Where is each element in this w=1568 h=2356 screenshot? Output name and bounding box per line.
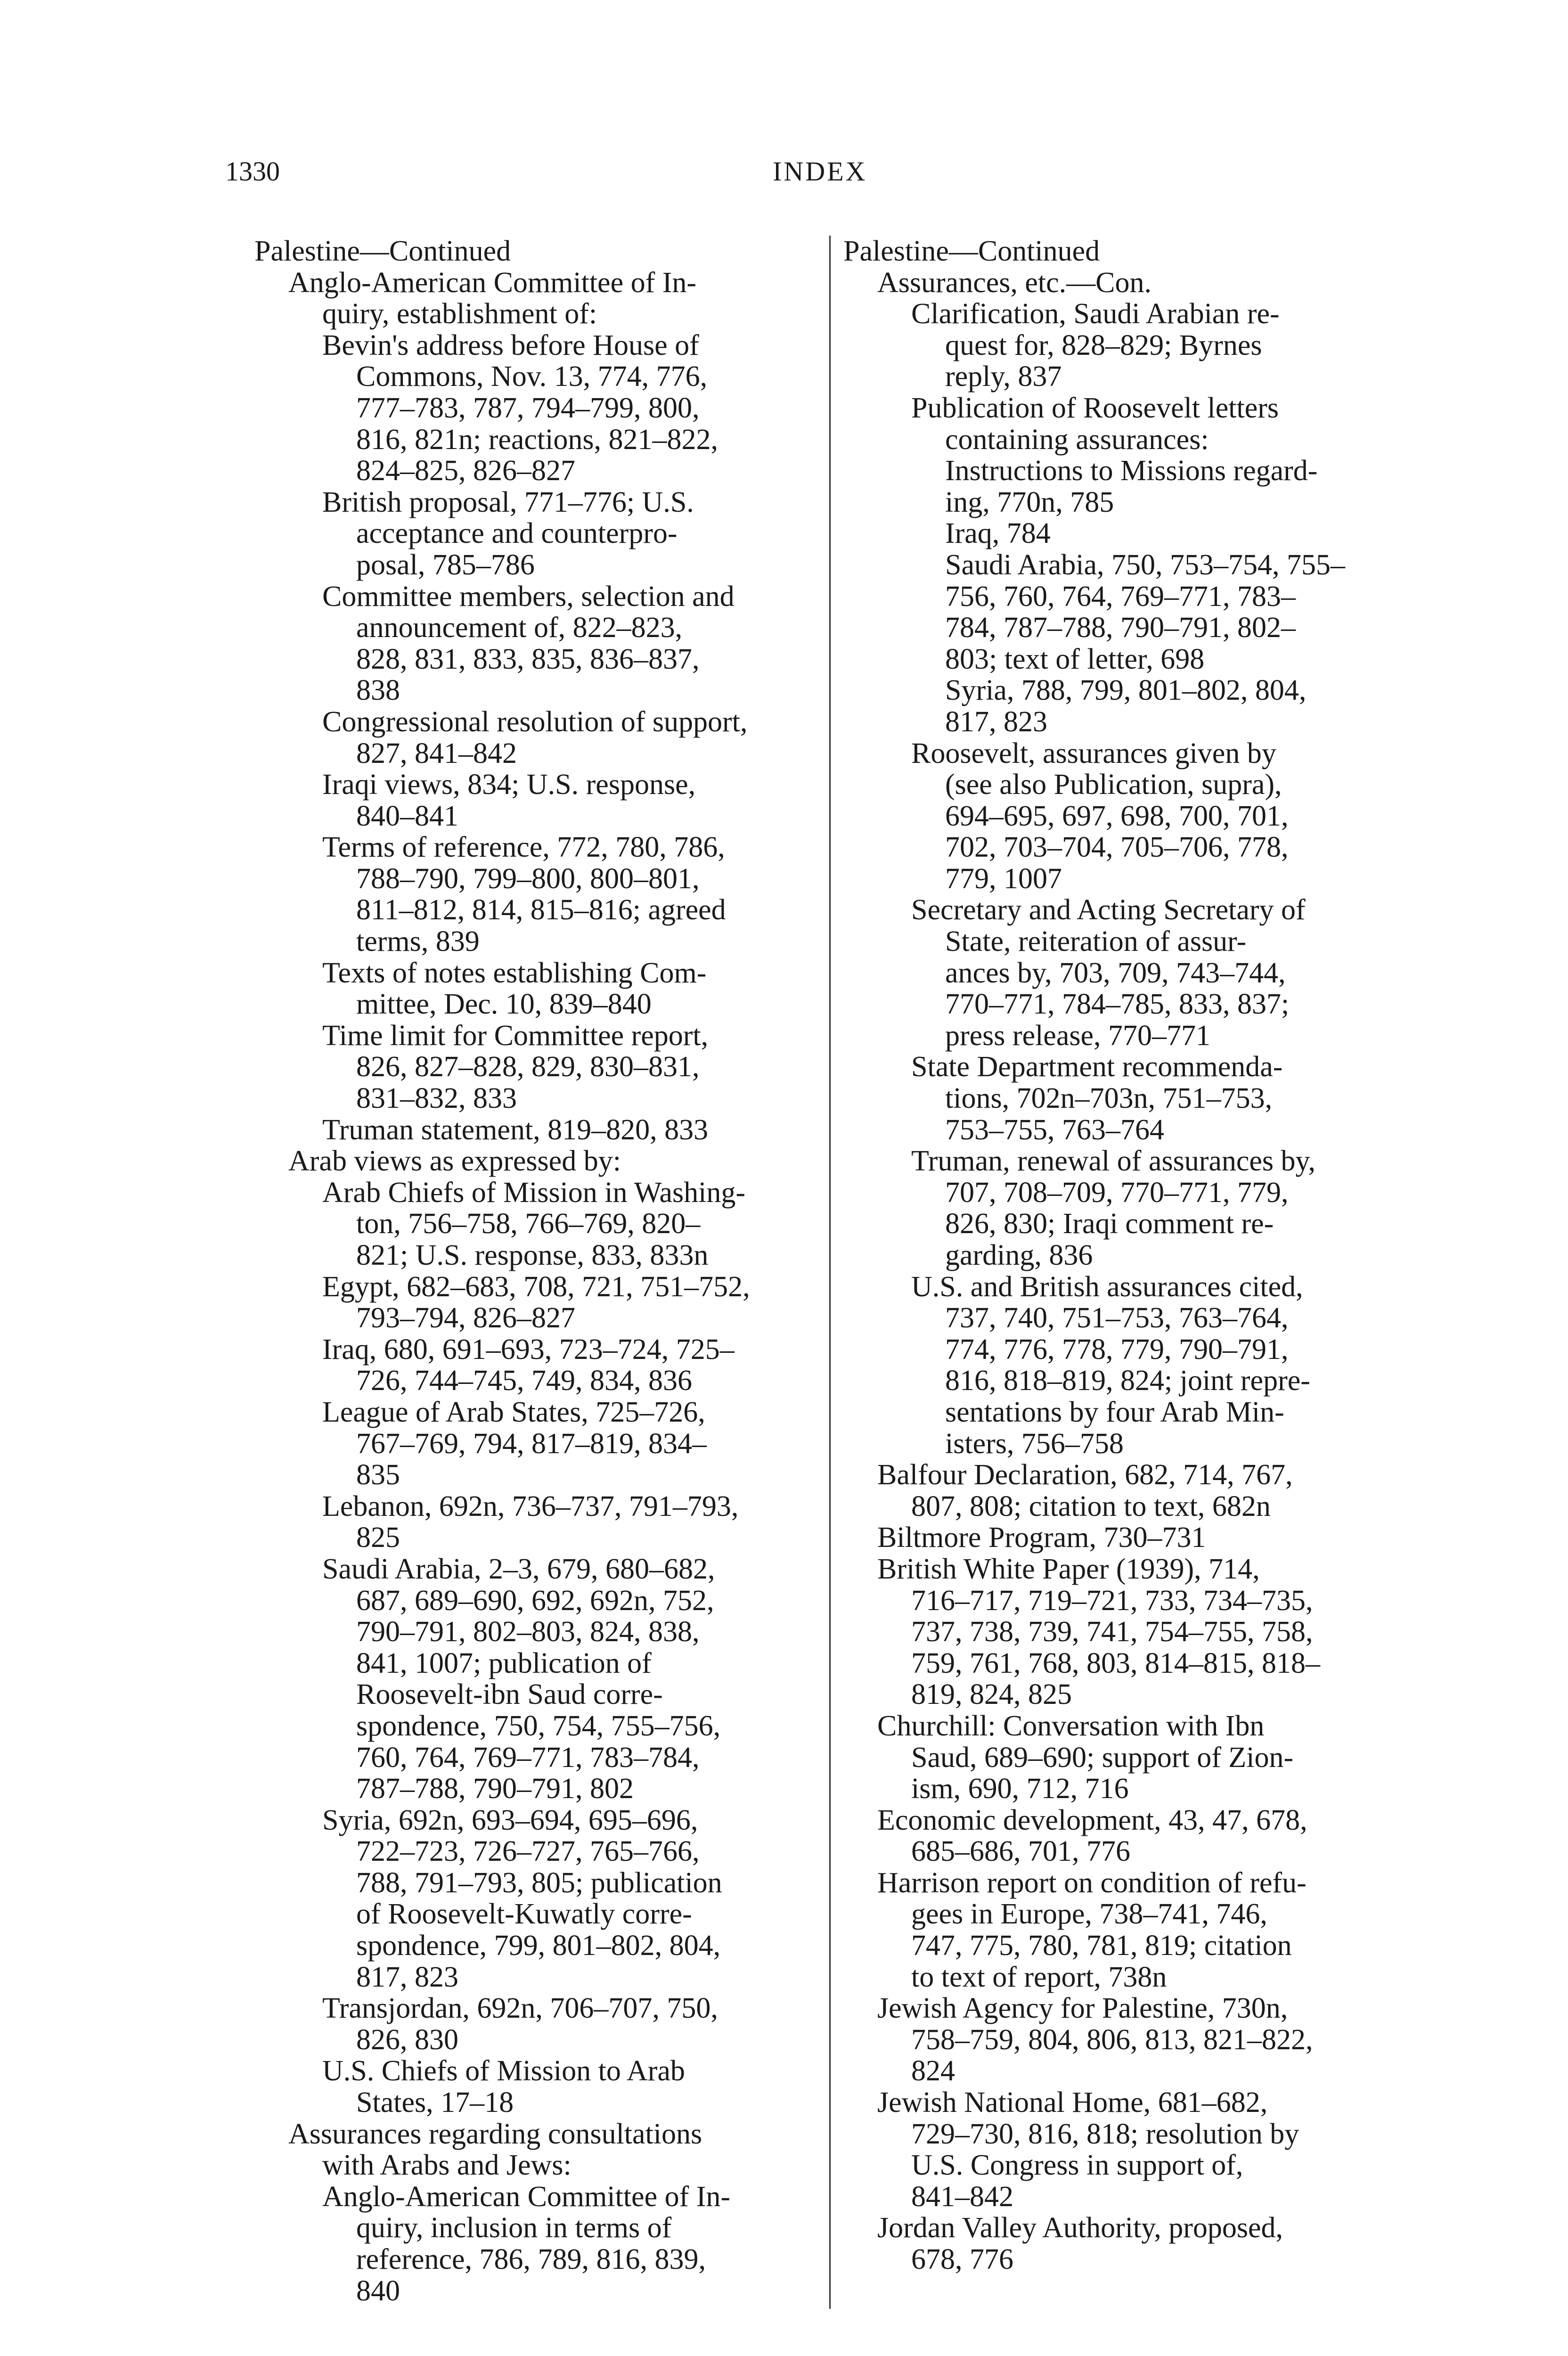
index-entry-line: 716–717, 719–721, 733, 734–735, (911, 1584, 1313, 1617)
index-entry-line: posal, 785–786 (356, 548, 535, 581)
index-entry-line: 760, 764, 769–771, 783–784, (356, 1741, 700, 1774)
index-entry-line: 819, 824, 825 (911, 1678, 1072, 1711)
index-entry-line: 793–794, 826–827 (356, 1302, 575, 1334)
index-entry-line: 816, 821n; reactions, 821–822, (356, 423, 719, 456)
index-entry-line: 826, 830 (356, 2023, 458, 2056)
index-entry-line: Transjordan, 692n, 706–707, 750, (322, 1992, 718, 2025)
index-entry-line: 767–769, 794, 817–819, 834– (356, 1427, 707, 1460)
index-entry-line: with Arabs and Jews: (322, 2149, 572, 2182)
index-entry-line: terms, 839 (356, 925, 480, 958)
index-entry-line: 753–755, 763–764 (945, 1113, 1164, 1146)
index-entry-line: 779, 1007 (945, 862, 1062, 895)
index-entry-line: Jordan Valley Authority, proposed, (877, 2212, 1283, 2244)
index-entry-line: 774, 776, 778, 779, 790–791, (945, 1333, 1289, 1366)
index-entry-line: Texts of notes establishing Com- (322, 957, 707, 989)
index-entry-line: ances by, 703, 709, 743–744, (945, 957, 1286, 989)
index-entry-line: 807, 808; citation to text, 682n (911, 1490, 1271, 1522)
index-entry-line: 729–730, 816, 818; resolution by (911, 2118, 1299, 2150)
index-entry-line: Truman statement, 819–820, 833 (322, 1113, 709, 1146)
index-entry-line: 788–790, 799–800, 800–801, (356, 862, 700, 895)
index-entry-line: Anglo-American Committee of In- (288, 266, 697, 299)
index-entry-line: Biltmore Program, 730–731 (877, 1522, 1206, 1554)
index-entry-line: containing assurances: (945, 423, 1209, 456)
index-entry-line: Terms of reference, 772, 780, 786, (322, 831, 725, 864)
index-entry-line: 790–791, 802–803, 824, 838, (356, 1616, 700, 1648)
index-entry-line: tions, 702n–703n, 751–753, (945, 1082, 1273, 1115)
index-entry-line: Assurances, etc.—Con. (877, 266, 1152, 299)
index-entry-line: Syria, 692n, 693–694, 695–696, (322, 1804, 698, 1836)
index-entry-line: League of Arab States, 725–726, (322, 1396, 705, 1428)
index-entry-line: (see also Publication, supra), (945, 769, 1282, 801)
index-entry-line: 817, 823 (945, 705, 1047, 738)
index-entry-line: Syria, 788, 799, 801–802, 804, (945, 674, 1307, 707)
index-entry-line: 759, 761, 768, 803, 814–815, 818– (911, 1647, 1320, 1679)
index-entry-line: 827, 841–842 (356, 737, 517, 769)
index-entry-line: U.S. and British assurances cited, (911, 1270, 1303, 1303)
index-entry-line: isters, 756–758 (945, 1427, 1124, 1460)
index-entry-line: reply, 837 (945, 360, 1062, 393)
index-entry-line: Economic development, 43, 47, 678, (877, 1804, 1307, 1836)
index-entry-line: acceptance and counterpro- (356, 517, 678, 550)
index-entry-line: to text of report, 738n (911, 1961, 1167, 1993)
index-entry-line: British White Paper (1939), 714, (877, 1553, 1260, 1585)
index-entry-line: 816, 818–819, 824; joint repre- (945, 1365, 1310, 1397)
index-entry-line: 726, 744–745, 749, 834, 836 (356, 1365, 692, 1397)
index-entry-line: ton, 756–758, 766–769, 820– (356, 1208, 701, 1240)
index-entry-line: 840 (356, 2274, 400, 2307)
index-entry-line: 825 (356, 1522, 400, 1554)
index-entry-line: Time limit for Committee report, (322, 1019, 709, 1052)
index-entry-line: Publication of Roosevelt letters (911, 392, 1279, 424)
index-entry-line: 784, 787–788, 790–791, 802– (945, 612, 1296, 644)
index-entry-line: 737, 738, 739, 741, 754–755, 758, (911, 1616, 1313, 1648)
index-entry-line: reference, 786, 789, 816, 839, (356, 2243, 706, 2275)
index-entry-line: Iraqi views, 834; U.S. response, (322, 769, 696, 801)
index-entry-line: Harrison report on condition of refu- (877, 1866, 1307, 1899)
index-entry-line: Arab views as expressed by: (288, 1145, 621, 1178)
index-entry-line: 756, 760, 764, 769–771, 783– (945, 580, 1296, 613)
index-entry-line: press release, 770–771 (945, 1019, 1210, 1052)
index-entry-line: 840–841 (356, 800, 458, 832)
index-entry-line: 828, 831, 833, 835, 836–837, (356, 643, 700, 675)
index-entry-line: spondence, 750, 754, 755–756, (356, 1710, 721, 1742)
index-entry-line: quiry, inclusion in terms of (356, 2212, 672, 2244)
index-entry-line: Secretary and Acting Secretary of (911, 894, 1306, 926)
index-entry-line: Commons, Nov. 13, 774, 776, (356, 360, 708, 393)
index-entry-line: 817, 823 (356, 1961, 458, 1993)
index-entry-line: 811–812, 814, 815–816; agreed (356, 894, 726, 926)
index-entry-line: Egypt, 682–683, 708, 721, 751–752, (322, 1270, 750, 1303)
index-entry-line: ing, 770n, 785 (945, 486, 1114, 518)
index-entry-line: Roosevelt-ibn Saud corre- (356, 1678, 663, 1711)
index-entry-line: 687, 689–690, 692, 692n, 752, (356, 1584, 714, 1617)
index-entry-line: 831–832, 833 (356, 1082, 517, 1115)
index-entry-line: British proposal, 771–776; U.S. (322, 486, 694, 518)
index-entry-line: sentations by four Arab Min- (945, 1396, 1284, 1428)
index-entry-line: Palestine—Continued (843, 235, 1100, 267)
index-entry-line: States, 17–18 (356, 2086, 514, 2119)
index-entry-line: 803; text of letter, 698 (945, 643, 1205, 675)
index-entry-line: Jewish National Home, 681–682, (877, 2086, 1268, 2119)
index-entry-line: Instructions to Missions regard- (945, 455, 1318, 487)
running-head: INDEX (773, 156, 867, 187)
index-entry-line: 747, 775, 780, 781, 819; citation (911, 1930, 1292, 1962)
index-entry-line: Assurances regarding consultations (288, 2118, 702, 2150)
index-entry-line: Truman, renewal of assurances by, (911, 1145, 1316, 1178)
page-number: 1330 (225, 156, 280, 187)
column-divider (829, 236, 831, 2309)
index-entry-line: 835 (356, 1459, 400, 1491)
index-entry-line: garding, 836 (945, 1239, 1093, 1271)
index-entry-line: Balfour Declaration, 682, 714, 767, (877, 1459, 1293, 1491)
index-entry-line: spondence, 799, 801–802, 804, (356, 1930, 721, 1962)
index-entry-line: Anglo-American Committee of In- (322, 2180, 731, 2213)
index-entry-line: 826, 827–828, 829, 830–831, (356, 1051, 700, 1083)
index-entry-line: gees in Europe, 738–741, 746, (911, 1898, 1267, 1931)
index-entry-line: Arab Chiefs of Mission in Washing- (322, 1176, 745, 1209)
index-entry-line: 826, 830; Iraqi comment re- (945, 1208, 1274, 1240)
index-entry-line: 787–788, 790–791, 802 (356, 1773, 634, 1805)
index-entry-line: Palestine—Continued (254, 235, 511, 267)
index-entry-line: 777–783, 787, 794–799, 800, (356, 392, 700, 424)
index-entry-line: of Roosevelt-Kuwatly corre- (356, 1898, 692, 1931)
index-entry-line: 841, 1007; publication of (356, 1647, 652, 1679)
index-entry-line: quest for, 828–829; Byrnes (945, 329, 1262, 361)
index-entry-line: Congressional resolution of support, (322, 705, 748, 738)
index-entry-line: State Department recommenda- (911, 1051, 1283, 1083)
index-entry-line: Iraq, 680, 691–693, 723–724, 725– (322, 1333, 735, 1366)
index-entry-line: 678, 776 (911, 2243, 1013, 2275)
index-entry-line: 694–695, 697, 698, 700, 701, (945, 800, 1289, 832)
index-column-right (843, 236, 1456, 2275)
index-entry-line: State, reiteration of assur- (945, 925, 1247, 958)
index-entry-line: U.S. Chiefs of Mission to Arab (322, 2055, 685, 2087)
index-entry-line: Churchill: Conversation with Ibn (877, 1710, 1265, 1742)
index-entry-line: 841–842 (911, 2180, 1013, 2213)
index-entry-line: 702, 703–704, 705–706, 778, (945, 831, 1289, 864)
index-entry-line: 824–825, 826–827 (356, 455, 575, 487)
index-entry-line: 788, 791–793, 805; publication (356, 1866, 722, 1899)
index-entry-line: Saudi Arabia, 2–3, 679, 680–682, (322, 1553, 715, 1585)
index-entry-line: quiry, establishment of: (322, 298, 597, 330)
index-entry-line: Saudi Arabia, 750, 753–754, 755– (945, 548, 1345, 581)
index-entry-line: 758–759, 804, 806, 813, 821–822, (911, 2023, 1313, 2056)
index-entry-line: Saud, 689–690; support of Zion- (911, 1741, 1294, 1774)
index-entry-line: 838 (356, 674, 400, 707)
index-entry-line: Roosevelt, assurances given by (911, 737, 1276, 769)
index-entry-line: Bevin's address before House of (322, 329, 699, 361)
index-entry-line: Jewish Agency for Palestine, 730n, (877, 1992, 1288, 2025)
index-entry-line: 707, 708–709, 770–771, 779, (945, 1176, 1289, 1209)
index-entry-line: mittee, Dec. 10, 839–840 (356, 988, 652, 1021)
index-entry-line: 685–686, 701, 776 (911, 1835, 1130, 1868)
index-column-left (254, 236, 820, 2307)
index-entry-line: 737, 740, 751–753, 763–764, (945, 1302, 1289, 1334)
index-entry-line: U.S. Congress in support of, (911, 2149, 1243, 2182)
index-entry-line: Committee members, selection and (322, 580, 735, 613)
index-entry-line: announcement of, 822–823, (356, 612, 683, 644)
index-entry-line: 824 (911, 2055, 955, 2087)
index-entry-line: Clarification, Saudi Arabian re- (911, 298, 1280, 330)
index-entry-line: ism, 690, 712, 716 (911, 1773, 1129, 1805)
index-entry-line: 722–723, 726–727, 765–766, (356, 1835, 700, 1868)
index-entry-line: 770–771, 784–785, 833, 837; (945, 988, 1290, 1021)
index-entry-line: 821; U.S. response, 833, 833n (356, 1239, 709, 1271)
index-entry-line: Iraq, 784 (945, 517, 1051, 550)
index-entry-line: Lebanon, 692n, 736–737, 791–793, (322, 1490, 739, 1522)
